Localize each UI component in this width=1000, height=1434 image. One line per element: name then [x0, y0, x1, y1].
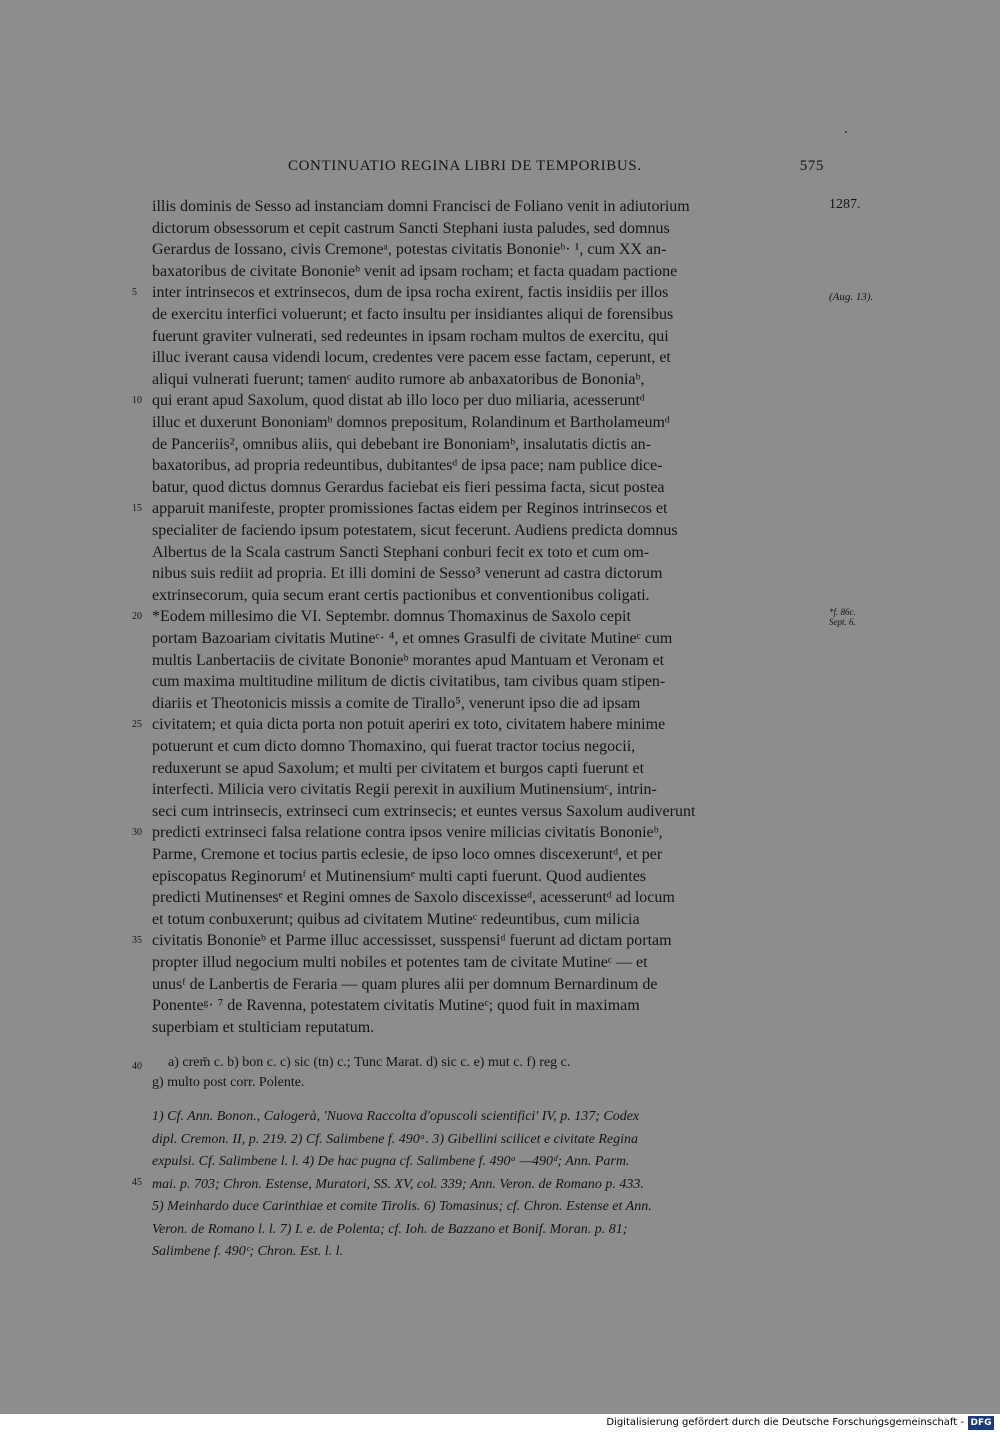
text-line: interfecti. Milicia vero civitatis Regii perexit in auxilium Mutinensiumᶜ, intrin- [152, 781, 657, 798]
margin-folio: *f. 86c. [829, 607, 856, 617]
line-number: 40 [132, 1061, 142, 1072]
text-line: seci cum intrinsecis, extrinseci cum extrinsecis; et euntes versus Saxolum audiverunt [152, 803, 696, 820]
line-number: 30 [132, 827, 142, 838]
text-line: nibus suis rediit ad propria. Et illi domini de Sesso³ venerunt ad castra dictorum [152, 565, 663, 582]
text-line: unusᶠ de Lanbertis de Feraria — quam plures alii per domnum Bernardinum de [152, 976, 658, 993]
text-line: inter intrinsecos et extrinsecos, dum de ipsa rocha exirent, factis insidiis per illos [152, 284, 669, 301]
footnote-line: Salimbene f. 490ᶜ; Chron. Est. l. l. [152, 1244, 343, 1259]
text-line: extrinsecorum, quia secum erant certis pactionibus et conventionibus coligati. [152, 587, 650, 604]
page-title: CONTINUATIO REGINA LIBRI DE TEMPORIBUS. [288, 158, 642, 174]
text-line: civitatem; et quia dicta porta non potuit aperiri ex toto, civitatem habere minime [152, 716, 666, 733]
text-line: illis dominis de Sesso ad instanciam domni Francisci de Foliano venit in adiutorium [152, 198, 690, 215]
footer-bar [0, 1414, 1000, 1434]
line-number: 25 [132, 719, 142, 730]
line-number: 35 [132, 935, 142, 946]
text-line: civitatis Bononieᵇ et Parme illuc accessisset, susspensiᵈ fuerunt ad dictam portam [152, 932, 672, 949]
text-line: fuerunt graviter vulnerati, sed redeuntes in ipsam rocham multos de exercitu, qui [152, 328, 669, 345]
text-line: predicti Mutinensesᵉ et Regini omnes de Saxolo discexisseᵈ, acesseruntᵈ ad locum [152, 889, 675, 906]
footnote-line: expulsi. Cf. Salimbene l. l. 4) De hac pugna cf. Salimbene f. 490ᵃ —490ᵈ; Ann. Parm. [152, 1154, 630, 1169]
line-number: 15 [132, 503, 142, 514]
footnote-line: Veron. de Romano l. l. 7) I. e. de Polenta; cf. Ioh. de Bazzano et Bonif. Moran. p. 81; [152, 1222, 628, 1237]
text-line: de Panceriis², omnibus aliis, qui debebant ire Bononiamᵇ, insalutatis dictis an- [152, 436, 651, 453]
text-line: illuc et duxerunt Bononiamᵇ domnos prepositum, Rolandinum et Bartholameumᵈ [152, 414, 670, 431]
text-line: superbiam et stulticiam reputatum. [152, 1019, 375, 1036]
footnote-line: dipl. Cremon. II, p. 219. 2) Cf. Salimbene f. 490ᵃ. 3) Gibellini scilicet e civitate Regina [152, 1132, 639, 1147]
text-line: apparuit manifeste, propter promissiones factas eidem per Reginos intrinsecos et [152, 500, 668, 517]
text-line: et totum conbuxerunt; quibus ad civitatem Mutineᶜ redeuntibus, cum milicia [152, 911, 640, 928]
text-line: predicti extrinseci falsa relatione contra ipsos venire milicias civitatis Bononieᵇ, [152, 824, 663, 841]
margin-date-aug: (Aug. 13). [829, 291, 874, 303]
text-line: specialiter de faciendo ipsum potestatem, sicut fecerunt. Audiens predicta domnus [152, 522, 678, 539]
text-line: propter illud negocium multi nobiles et potentes tam de civitate Mutineᶜ — et [152, 954, 648, 971]
text-line: reduxerunt se apud Saxolum; et multi per civitatem et burgos capti fuerunt et [152, 760, 645, 777]
footnote-line: mai. p. 703; Chron. Estense, Muratori, SS. XV, col. 339; Ann. Veron. de Romano p. 433. [152, 1177, 644, 1192]
variant-line: a) crem̄ c. b) bon c. c) sic (tn) c.; Tunc Marat. d) sic c. e) mut c. f) reg c. [168, 1055, 571, 1070]
footnote-line: 1) Cf. Ann. Bonon., Calogerà, 'Nuova Raccolta d'opuscoli scientifici' IV, p. 137; Codex [152, 1109, 640, 1124]
text-line: baxatoribus, ad propria redeuntibus, dubitantesᵈ de ipsa pace; nam publice dice- [152, 457, 663, 474]
text-line: illuc iverant causa videndi locum, credentes vere pacem esse factam, ceperunt, et [152, 349, 671, 366]
text-line: Albertus de la Scala castrum Sancti Stephani conburi fecit ex toto et cum om- [152, 544, 650, 561]
variant-line: g) multo post corr. Polente. [152, 1075, 305, 1090]
page-number: 575 [799, 158, 824, 174]
text-line: portam Bazoariam civitatis Mutineᶜ· ⁴, et omnes Grasulfi de civitate Mutineᶜ cum [152, 630, 673, 647]
footnote-line: 5) Meinhardo duce Carinthiae et comite Tirolis. 6) Tomasinus; cf. Chron. Estense et Ann. [152, 1199, 652, 1214]
line-number: 10 [132, 395, 142, 406]
text-line: de exercitu interfici voluerunt; et facto insultu per insidiantes aliqui de forensibus [152, 306, 674, 323]
text-line: cum maxima multitudine militum de dictis civitatibus, tam civibus quam stipen- [152, 673, 666, 690]
text-line: multis Lanbertaciis de civitate Bononieᵇ morantes apud Mantuam et Veronam et [152, 652, 665, 669]
scan-speck [845, 131, 847, 133]
text-line: batur, quod dictus domnus Gerardus faciebat eis fieri pessima facta, sicut postea [152, 479, 665, 496]
text-line: episcopatus Reginorumᶠ et Mutinensiumᵉ multi capti fuerunt. Quod audientes [152, 868, 647, 885]
text-line: Gerardus de Iossano, civis Cremoneᵃ, potestas civitatis Bononieᵇ· ¹, cum XX an- [152, 241, 667, 258]
text-line: potuerunt et cum dicto domno Thomaxino, qui fuerat tractor tocius negocii, [152, 738, 636, 755]
line-number: 45 [132, 1177, 142, 1188]
text-line: diariis et Theotonicis missis a comite de Tirallo⁵, venerunt ipso die ad ipsam [152, 695, 641, 712]
text-line: aliqui vulnerati fuerunt; tamenᶜ audito rumore ab anbaxatoribus de Bononiaᵇ, [152, 371, 645, 388]
text-line: baxatoribus de civitate Bononieᵇ venit ad ipsam rocham; et facta quadam pactione [152, 263, 678, 280]
margin-year: 1287. [829, 197, 861, 212]
text-line: dictorum obsessorum et cepit castrum Sancti Stephani iusta paludes, sed domnus [152, 220, 670, 237]
text-line: *Eodem millesimo die VI. Septembr. domnus Thomaxinus de Saxolo cepit [152, 608, 631, 625]
dfg-logo: DFG [968, 1416, 994, 1430]
text-line: qui erant apud Saxolum, quod distat ab illo loco per duo miliaria, acesseruntᵈ [152, 392, 645, 409]
text-line: Ponenteᵍ· ⁷ de Ravenna, potestatem civitatis Mutineᶜ; quod fuit in maximam [152, 997, 640, 1014]
text-line: Parme, Cremone et tocius partis eclesie, de ipso loco omnes discexeruntᵈ, et per [152, 846, 663, 863]
line-number: 5 [132, 287, 137, 298]
footer-credit: Digitalisierung gefördert durch die Deutsche Forschungsgemeinschaft - [606, 1417, 964, 1428]
margin-date-sept: Sept. 6. [829, 617, 856, 627]
line-number: 20 [132, 611, 142, 622]
